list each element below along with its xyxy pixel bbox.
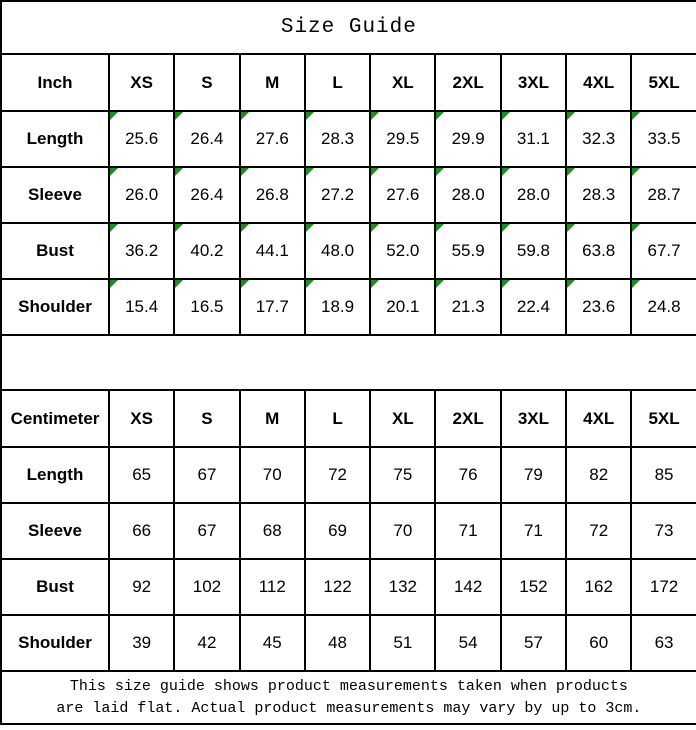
- measurement-row: [1, 559, 696, 615]
- inch-table-body: [1, 54, 696, 335]
- green-corner-marker-icon: [110, 168, 118, 176]
- green-corner-marker-icon: [436, 168, 444, 176]
- measurement-value-cell: 27.6: [370, 167, 435, 223]
- green-corner-marker-icon: [241, 112, 249, 120]
- measurement-row: [1, 167, 696, 223]
- green-corner-marker-icon: [502, 112, 510, 120]
- green-corner-marker-icon: [567, 280, 575, 288]
- unit-header-cell: Centimeter: [1, 390, 109, 447]
- measurement-value-cell: 71: [501, 503, 566, 559]
- measurement-value-cell: 27.2: [305, 167, 370, 223]
- measurement-value-cell: 60: [566, 615, 631, 671]
- green-corner-marker-icon: [175, 112, 183, 120]
- measurement-value-cell: 36.2: [109, 223, 174, 279]
- green-corner-marker-icon: [436, 112, 444, 120]
- measurement-value-cell: 26.4: [174, 167, 239, 223]
- measurement-value-cell: 23.6: [566, 279, 631, 335]
- row-label-cell: Length: [1, 111, 109, 167]
- measurement-value-cell: 73: [631, 503, 696, 559]
- measurement-value-cell: 66: [109, 503, 174, 559]
- measurement-value-cell: 24.8: [631, 279, 696, 335]
- measurement-value-cell: 52.0: [370, 223, 435, 279]
- size-header-row: [1, 54, 696, 111]
- measurement-value-cell: 45: [240, 615, 305, 671]
- measurement-value-cell: 75: [370, 447, 435, 503]
- measurement-value-cell: 17.7: [240, 279, 305, 335]
- measurement-value-cell: 15.4: [109, 279, 174, 335]
- measurement-value-cell: 39: [109, 615, 174, 671]
- measurement-value-cell: 26.0: [109, 167, 174, 223]
- green-corner-marker-icon: [306, 112, 314, 120]
- green-corner-marker-icon: [110, 112, 118, 120]
- green-corner-marker-icon: [306, 168, 314, 176]
- measurement-value-cell: 44.1: [240, 223, 305, 279]
- green-corner-marker-icon: [502, 224, 510, 232]
- measurement-value-cell: 76: [435, 447, 500, 503]
- measurement-value-cell: 67: [174, 503, 239, 559]
- measurement-value-cell: 72: [305, 447, 370, 503]
- size-header-cell: 4XL: [566, 390, 631, 447]
- size-header-cell: 5XL: [631, 54, 696, 111]
- green-corner-marker-icon: [436, 224, 444, 232]
- measurement-value-cell: 29.5: [370, 111, 435, 167]
- size-header-cell: 3XL: [501, 54, 566, 111]
- measurement-value-cell: 59.8: [501, 223, 566, 279]
- measurement-value-cell: 28.7: [631, 167, 696, 223]
- measurement-value-cell: 92: [109, 559, 174, 615]
- green-corner-marker-icon: [241, 280, 249, 288]
- green-corner-marker-icon: [306, 280, 314, 288]
- row-label-cell: Shoulder: [1, 279, 109, 335]
- measurement-value-cell: 55.9: [435, 223, 500, 279]
- green-corner-marker-icon: [175, 280, 183, 288]
- green-corner-marker-icon: [241, 224, 249, 232]
- green-corner-marker-icon: [110, 224, 118, 232]
- measurement-value-cell: 28.3: [566, 167, 631, 223]
- measurement-value-cell: 132: [370, 559, 435, 615]
- measurement-value-cell: 32.3: [566, 111, 631, 167]
- centimeter-table-body: [1, 390, 696, 671]
- measurement-value-cell: 20.1: [370, 279, 435, 335]
- footer-row: [1, 671, 696, 724]
- row-label-cell: Shoulder: [1, 615, 109, 671]
- unit-header-cell: Inch: [1, 54, 109, 111]
- measurement-value-cell: 25.6: [109, 111, 174, 167]
- measurement-value-cell: 26.8: [240, 167, 305, 223]
- green-corner-marker-icon: [632, 224, 640, 232]
- measurement-value-cell: 48: [305, 615, 370, 671]
- row-label-cell: Sleeve: [1, 167, 109, 223]
- spacer-row: [1, 335, 696, 390]
- green-corner-marker-icon: [241, 168, 249, 176]
- green-corner-marker-icon: [371, 112, 379, 120]
- green-corner-marker-icon: [567, 224, 575, 232]
- footer-section: [1, 671, 696, 724]
- footer-note-line2: are laid flat. Actual product measurements may vary by up to 3cm.: [56, 699, 642, 717]
- measurement-value-cell: 31.1: [501, 111, 566, 167]
- green-corner-marker-icon: [567, 112, 575, 120]
- measurement-value-cell: 65: [109, 447, 174, 503]
- spacer-section: [1, 335, 696, 390]
- green-corner-marker-icon: [567, 168, 575, 176]
- measurement-value-cell: 42: [174, 615, 239, 671]
- measurement-value-cell: 48.0: [305, 223, 370, 279]
- measurement-row: [1, 503, 696, 559]
- green-corner-marker-icon: [632, 112, 640, 120]
- footer-note: [1, 671, 696, 724]
- size-header-cell: L: [305, 54, 370, 111]
- measurement-value-cell: 54: [435, 615, 500, 671]
- measurement-value-cell: 152: [501, 559, 566, 615]
- measurement-value-cell: 63: [631, 615, 696, 671]
- measurement-value-cell: 22.4: [501, 279, 566, 335]
- page-title: Size Guide: [1, 1, 696, 54]
- measurement-value-cell: 122: [305, 559, 370, 615]
- measurement-value-cell: 70: [370, 503, 435, 559]
- green-corner-marker-icon: [436, 280, 444, 288]
- green-corner-marker-icon: [306, 224, 314, 232]
- measurement-value-cell: 18.9: [305, 279, 370, 335]
- measurement-value-cell: 85: [631, 447, 696, 503]
- measurement-value-cell: 51: [370, 615, 435, 671]
- measurement-value-cell: 68: [240, 503, 305, 559]
- green-corner-marker-icon: [175, 168, 183, 176]
- measurement-value-cell: 70: [240, 447, 305, 503]
- measurement-value-cell: 79: [501, 447, 566, 503]
- size-header-cell: S: [174, 54, 239, 111]
- size-header-cell: 3XL: [501, 390, 566, 447]
- measurement-row: [1, 223, 696, 279]
- measurement-value-cell: 28.0: [501, 167, 566, 223]
- green-corner-marker-icon: [371, 280, 379, 288]
- row-label-cell: Sleeve: [1, 503, 109, 559]
- size-header-cell: M: [240, 390, 305, 447]
- measurement-value-cell: 57: [501, 615, 566, 671]
- measurement-value-cell: 40.2: [174, 223, 239, 279]
- measurement-value-cell: 72: [566, 503, 631, 559]
- row-label-cell: Length: [1, 447, 109, 503]
- measurement-value-cell: 28.3: [305, 111, 370, 167]
- row-label-cell: Bust: [1, 223, 109, 279]
- title-row: [1, 1, 696, 54]
- measurement-value-cell: 27.6: [240, 111, 305, 167]
- measurement-value-cell: 69: [305, 503, 370, 559]
- measurement-value-cell: 28.0: [435, 167, 500, 223]
- measurement-value-cell: 67: [174, 447, 239, 503]
- green-corner-marker-icon: [371, 168, 379, 176]
- measurement-value-cell: 142: [435, 559, 500, 615]
- size-header-cell: M: [240, 54, 305, 111]
- size-header-cell: 2XL: [435, 390, 500, 447]
- footer-note-line1: This size guide shows product measurements taken when products: [69, 677, 628, 695]
- size-header-cell: 5XL: [631, 390, 696, 447]
- measurement-row: [1, 111, 696, 167]
- size-header-cell: 4XL: [566, 54, 631, 111]
- size-header-cell: L: [305, 390, 370, 447]
- size-header-row: [1, 390, 696, 447]
- measurement-value-cell: 102: [174, 559, 239, 615]
- measurement-value-cell: 67.7: [631, 223, 696, 279]
- green-corner-marker-icon: [632, 280, 640, 288]
- measurement-value-cell: 172: [631, 559, 696, 615]
- title-section: [1, 1, 696, 54]
- measurement-row: [1, 447, 696, 503]
- measurement-value-cell: 21.3: [435, 279, 500, 335]
- green-corner-marker-icon: [502, 280, 510, 288]
- measurement-row: [1, 615, 696, 671]
- measurement-value-cell: 162: [566, 559, 631, 615]
- green-corner-marker-icon: [110, 280, 118, 288]
- measurement-value-cell: 82: [566, 447, 631, 503]
- measurement-value-cell: 29.9: [435, 111, 500, 167]
- measurement-value-cell: 26.4: [174, 111, 239, 167]
- measurement-value-cell: 16.5: [174, 279, 239, 335]
- green-corner-marker-icon: [502, 168, 510, 176]
- measurement-value-cell: 71: [435, 503, 500, 559]
- row-label-cell: Bust: [1, 559, 109, 615]
- size-header-cell: 2XL: [435, 54, 500, 111]
- measurement-row: [1, 279, 696, 335]
- measurement-value-cell: 112: [240, 559, 305, 615]
- green-corner-marker-icon: [371, 224, 379, 232]
- size-header-cell: XL: [370, 390, 435, 447]
- size-header-cell: S: [174, 390, 239, 447]
- size-header-cell: XS: [109, 54, 174, 111]
- green-corner-marker-icon: [175, 224, 183, 232]
- size-header-cell: XL: [370, 54, 435, 111]
- measurement-value-cell: 33.5: [631, 111, 696, 167]
- spacer-cell: [1, 335, 696, 390]
- green-corner-marker-icon: [632, 168, 640, 176]
- size-header-cell: XS: [109, 390, 174, 447]
- measurement-value-cell: 63.8: [566, 223, 631, 279]
